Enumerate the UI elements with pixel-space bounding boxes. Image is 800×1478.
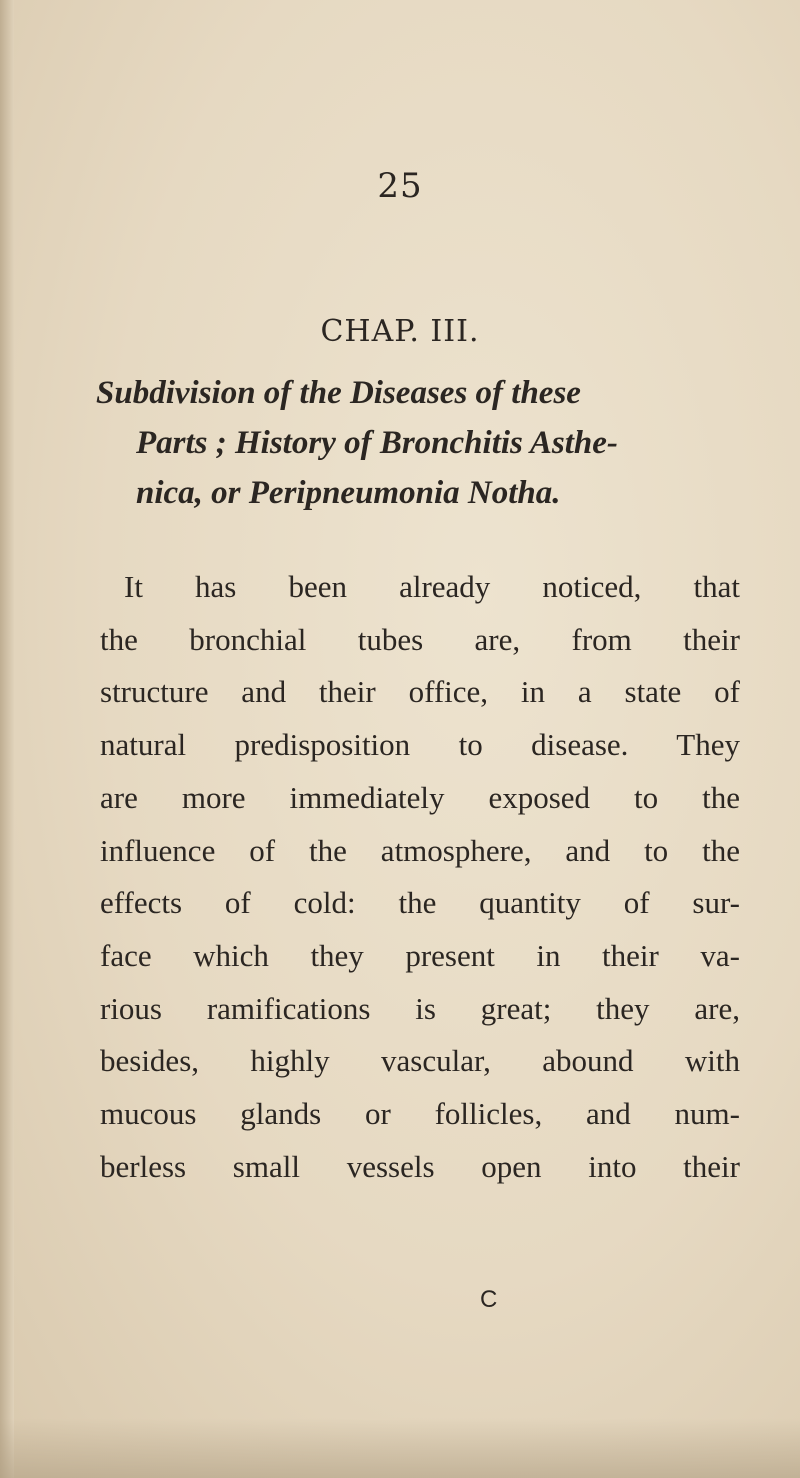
body-line: effects of cold: the quantity of sur- [100,885,740,921]
page-binding-edge [0,0,14,1478]
body-line: natural predisposition to disease. They [100,727,740,763]
body-line: face which they present in their va- [100,937,740,973]
body-line: the bronchial tubes are, from their [100,621,740,657]
body-line: are more immediately exposed to the [100,779,740,815]
body-line: berless small vessels open into their [100,1148,740,1184]
body-line: mucous glands or follicles, and num- [100,1096,740,1132]
body-paragraph [100,561,740,1193]
page-number: 25 [377,166,423,206]
chapter-subtitle [96,368,776,518]
body-line: rious ramifications is great; they are, [100,990,740,1026]
body-line: besides, highly vascular, abound with [100,1043,740,1079]
body-line: It has been already noticed, that [124,569,740,604]
subtitle-line: Subdivision of the Diseases of these [96,375,581,411]
subtitle-line: nica, or Peripneumonia Notha. [136,475,561,511]
page-bottom-shadow [0,1418,800,1478]
subtitle-line: Parts ; History of Bronchitis Asthe- [136,425,618,461]
signature-mark: C [480,1286,498,1313]
chapter-heading: CHAP. III. [320,314,480,349]
body-line: influence of the atmosphere, and to the [100,832,740,868]
body-line: structure and their office, in a state of [100,674,740,710]
